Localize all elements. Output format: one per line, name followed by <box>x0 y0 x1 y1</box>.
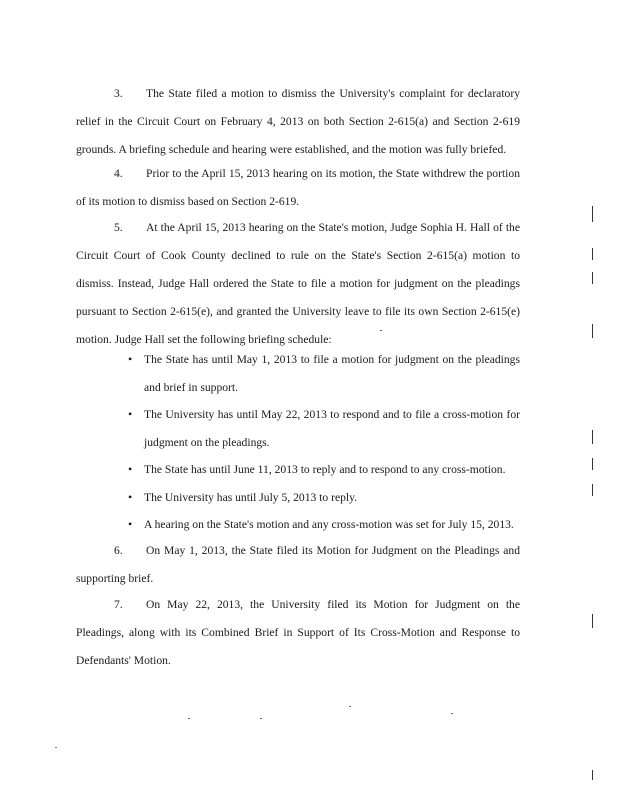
scan-margin-mark <box>592 484 593 496</box>
schedule-item: • The State has until June 11, 2013 to reply and to respond to any cross-motion. <box>128 456 520 484</box>
paragraph-number: 4. <box>114 167 123 180</box>
paragraph-text: Prior to the April 15, 2013 hearing on its motion, the State withdrew the portion of its motion to dismiss based on Section 2-619. <box>76 167 520 208</box>
scan-speck <box>380 330 382 331</box>
paragraph-7 <box>76 591 520 675</box>
scan-speck <box>349 706 351 707</box>
paragraph-5 <box>76 214 520 354</box>
briefing-schedule-list <box>128 346 520 539</box>
paragraph-number: 7. <box>114 598 123 611</box>
scan-margin-mark <box>592 324 593 338</box>
paragraph-text: On May 1, 2013, the State filed its Motion for Judgment on the Pleadings and supporting brief. <box>76 544 520 585</box>
paragraph-6 <box>76 537 520 593</box>
scan-speck <box>55 747 57 748</box>
paragraph-text: At the April 15, 2013 hearing on the State's motion, Judge Sophia H. Hall of the Circuit Court of Cook County declined to rule on the State's Section 2-615(a) motion to dismiss. Instead, Judge Hall ordered the State to file a motion for judgment on the pleadings pursuant to Section 2-615(e), and granted the University leave to file its own Section 2-615(e) motion. Judge Hall set the following briefing schedule: <box>76 221 520 346</box>
paragraph-number: 6. <box>114 544 123 557</box>
scan-margin-mark <box>592 206 593 222</box>
schedule-item: • The University has until July 5, 2013 to reply. <box>128 484 520 512</box>
scan-margin-mark <box>592 614 593 628</box>
schedule-item: • The State has until May 1, 2013 to file a motion for judgment on the pleadings and brief in support. <box>128 346 520 401</box>
scan-margin-mark <box>592 272 593 284</box>
schedule-item: • The University has until May 22, 2013 to respond and to file a cross-motion for judgment on the pleadings. <box>128 401 520 456</box>
paragraph-text: The State filed a motion to dismiss the University's complaint for declaratory relief in the Circuit Court on February 4, 2013 on both Section 2-615(a) and Section 2-619 grounds. A briefing schedule and hearing were established, and the motion was fully briefed. <box>76 87 520 156</box>
scan-speck <box>188 718 190 719</box>
scan-speck <box>451 713 453 714</box>
paragraph-3 <box>76 80 520 164</box>
schedule-item: • A hearing on the State's motion and any cross-motion was set for July 15, 2013. <box>128 511 520 539</box>
scan-margin-mark <box>592 770 593 780</box>
paragraph-number: 3. <box>114 87 123 100</box>
scan-margin-mark <box>592 458 593 470</box>
scan-speck <box>260 718 262 719</box>
scan-margin-mark <box>592 430 593 444</box>
scan-margin-mark <box>592 248 593 260</box>
paragraph-text: On May 22, 2013, the University filed its Motion for Judgment on the Pleadings, along with its Combined Brief in Support of Its Cross-Motion and Response to Defendants' Motion. <box>76 598 520 667</box>
paragraph-4 <box>76 160 520 216</box>
paragraph-number: 5. <box>114 221 123 234</box>
